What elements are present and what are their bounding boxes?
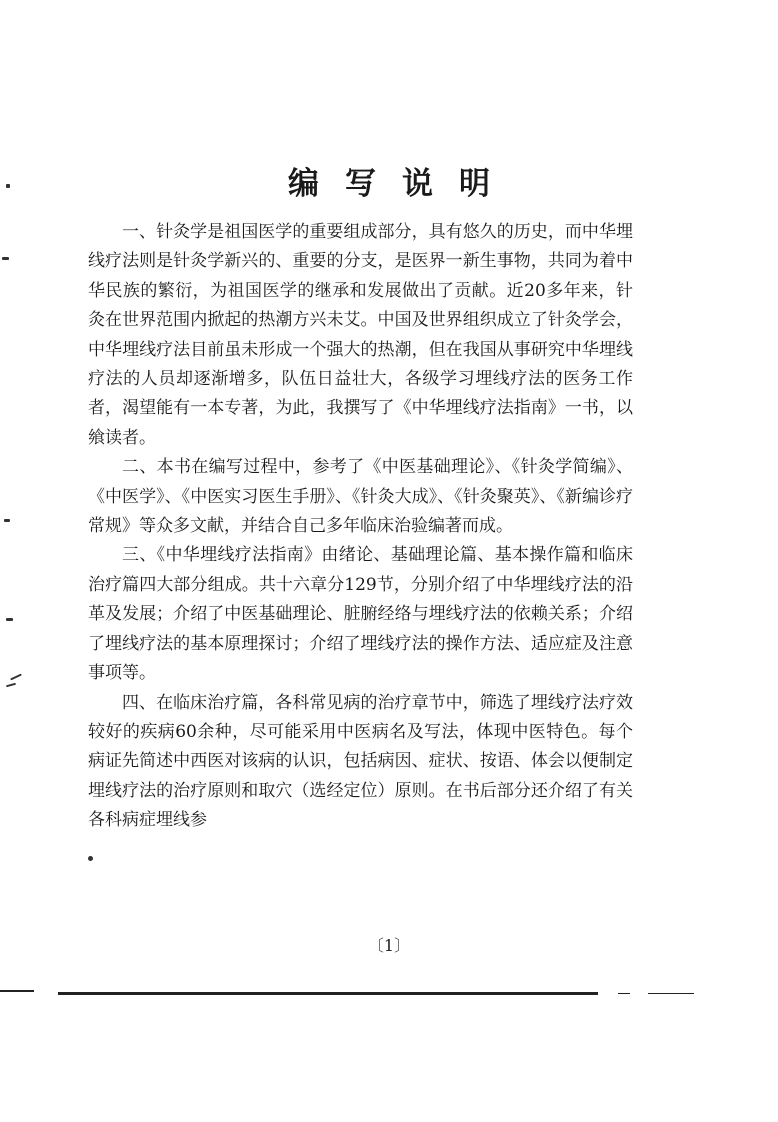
margin-mark [6, 683, 16, 688]
margin-mark [10, 674, 22, 681]
paragraph-3: 三、《中华埋线疗法指南》由绪论、基础理论篇、基本操作篇和临床治疗篇四大部分组成。共十六章分129节，分别介绍了中华埋线疗法的沿革及发展；介绍了中医基础理论、脏腑经络与埋线疗法的依赖关系；介绍了埋线疗法的基本原理探讨；介绍了埋线疗法的操作方法、适应症及注意事项等。 [88, 545, 633, 684]
margin-mark [88, 856, 93, 861]
paragraph-4: 四、在临床治疗篇，各科常见病的治疗章节中，筛选了埋线疗法疗效较好的疾病60余种，尽可能采用中医病名及写法，体现中医特色。每个病证先简述中西医对该病的认识，包括病因、症状、按语、体会以便制定埋线疗法的治疗原则和取穴（选经定位）原则。在书后部分还介绍了有关各科病症埋线参 [88, 692, 633, 831]
bottom-rule-dash [618, 993, 630, 994]
paragraph-2: 二、本书在编写过程中，参考了《中医基础理论》、《针灸学简编》、《中医学》、《中医实习医生手册》、《针灸大成》、《针灸聚英》、《新编诊疗常规》等众多文献，并结合自己多年临床治验编著而成。 [88, 457, 633, 537]
bottom-rule-main [58, 992, 598, 995]
body-text [88, 218, 633, 836]
margin-mark [6, 618, 13, 621]
margin-mark [2, 257, 9, 260]
margin-mark [6, 184, 10, 188]
page-number: 〔1〕 [367, 936, 411, 955]
bottom-rule-dash [648, 993, 694, 994]
bottom-rule-left [0, 990, 34, 992]
margin-mark [4, 519, 10, 522]
paragraph-1: 一、针灸学是祖国医学的重要组成部分，具有悠久的历史，而中华埋线疗法则是针灸学新兴的、重要的分支，是医界一新生事物，共同为着中华民族的繁衍，为祖国医学的继承和发展做出了贡献。近20多年来，针灸在世界范围内掀起的热潮方兴未艾。中国及世界组织成立了针灸学会，中华埋线疗法目前虽未形成一个强大的热潮，但在我国从事研究中华埋线疗法的人员却逐渐增多，队伍日益壮大，各级学习埋线疗法的医务工作者，渴望能有一本专著，为此，我撰写了《中华埋线疗法指南》一书，以飨读者。 [88, 222, 633, 448]
page-title: 编写说明 [288, 166, 516, 202]
